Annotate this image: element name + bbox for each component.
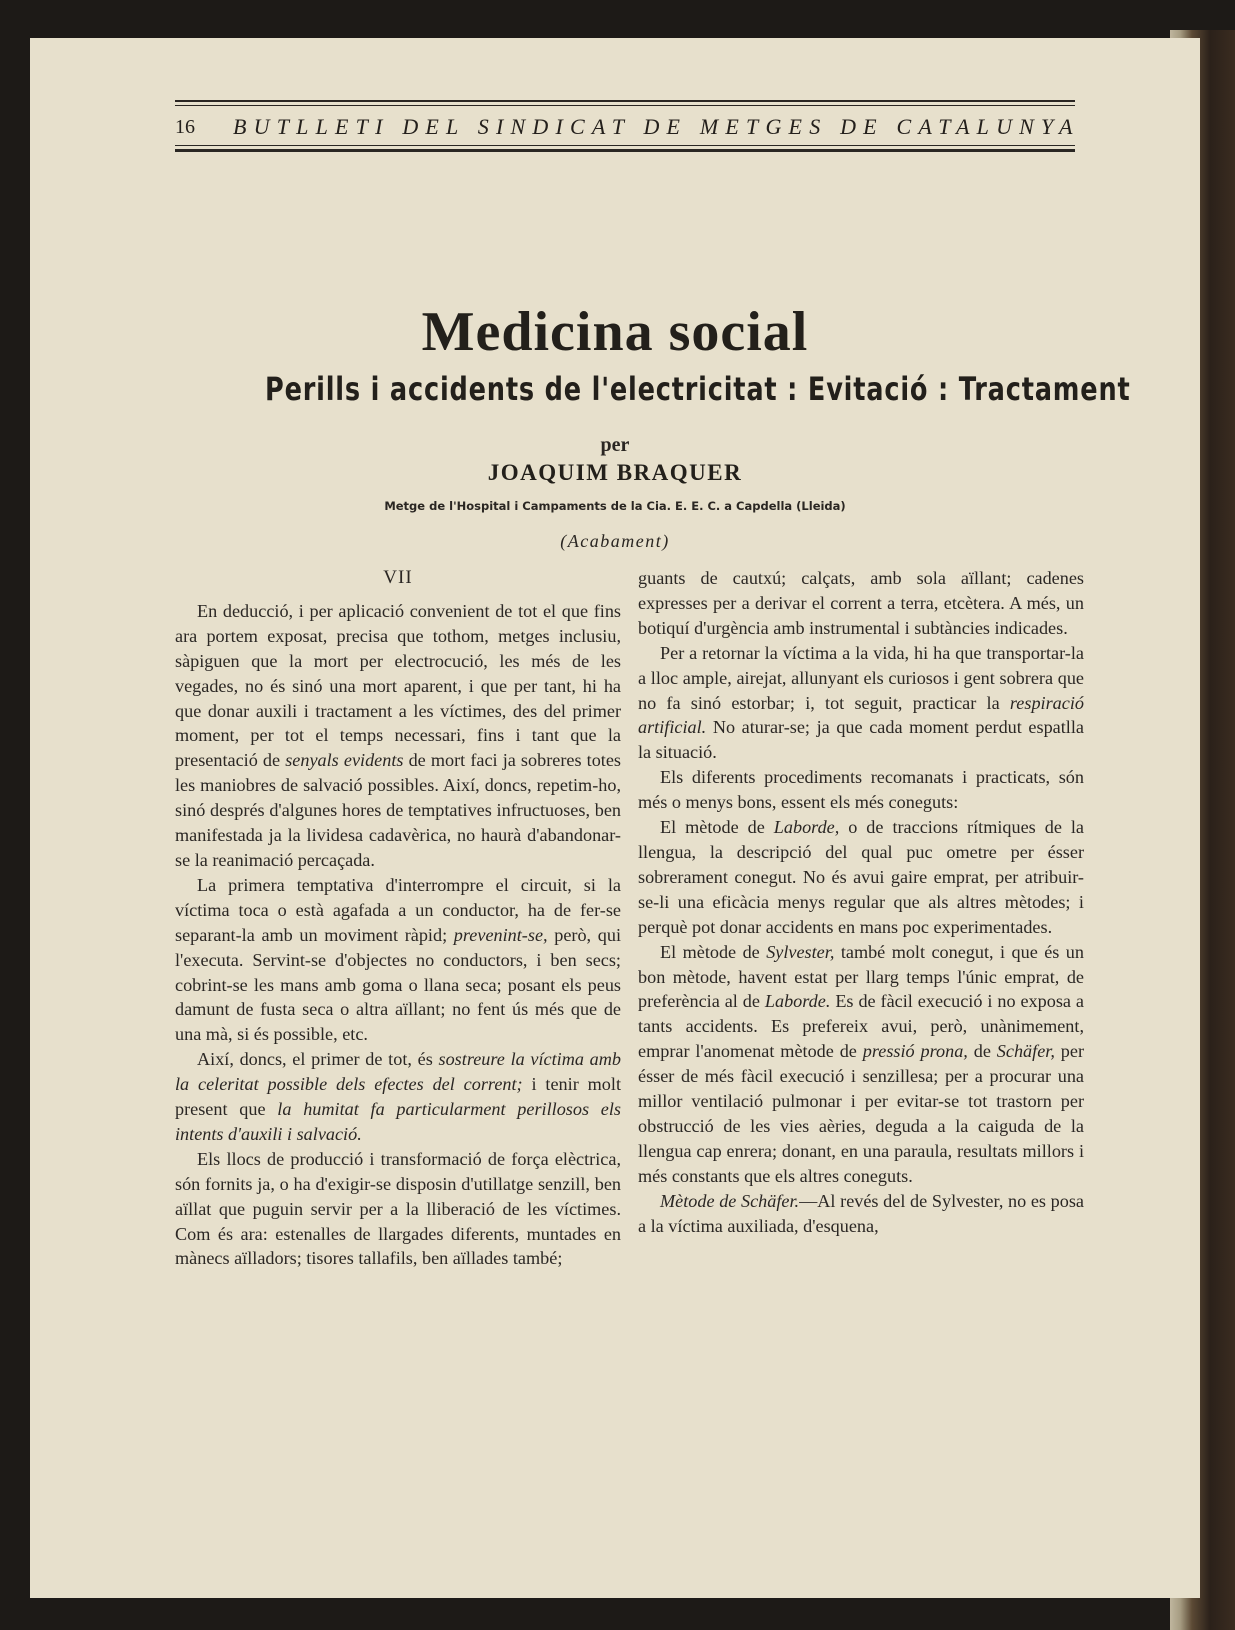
paragraph: Per a retornar la víctima a la vida, hi ha que transportar-la a lloc ample, airejat, allunyant els curiosos i gent sobrera que no fa sinó estorbar; i, tot seguit, practicar la respiració artificial. No aturar-se; ja que cada moment perdut espatlla la situació. — [638, 642, 1084, 763]
section-number: VII — [383, 567, 413, 588]
paragraph: Els diferents procediments recomanats i practicats, són més o menys bons, essent els més coneguts: — [638, 767, 1084, 813]
paragraph: La primera temptativa d'interrompre el circuit, si la víctima toca o està agafada a un conductor, ha de fer-se separant-la amb un moviment ràpid; prevenint-se, però, qui l'executa. Servint-se d'objectes no conductors, i ben secs; cobrint-se les mans amb goma o llana seca; posant els peus damunt de fusta seca o altra aïllant; no fent ús més que de una mà, si és possible, etc. — [175, 874, 622, 1045]
document-page — [30, 38, 1200, 1598]
continuation-note: (Acabament) — [560, 531, 670, 551]
author-name: JOAQUIM BRAQUER — [487, 460, 743, 485]
article-title: Perills i accidents de l'electricitat : Evitació : Tractament — [265, 370, 1131, 408]
paragraph: En deducció, i per aplicació convenient de tot el que fins ara portem exposat, precisa que tothom, metges inclusiu, sàpiguen que la mort per electrocució, les més de les vegades, no és sinó una mort aparent, i que per tant, hi ha que donar auxili i tractament a les víctimes, des del primer moment, per tot el temps necessari, fins i tant que la presentació de senyals evidents de mort faci ja sobreres totes les maniobres de salvació possibles. Així, doncs, repetim-ho, sinó després d'algunes hores de temptatives infructuoses, ben manifestada ja la lividesa cadavèrica, no haurà d'abandonar-se la reanimació percaçada. — [175, 600, 621, 870]
paragraph: El mètode de Laborde, o de traccions rítmiques de la llengua, la descripció del qual puc ometre per ésser sobrerament conegut. No és avui gaire emprat, per atribuir-se-li una eficàcia menys regular que als altres mètodes; i perquè pot donar accidents en mans poc experimentades. — [638, 817, 1084, 937]
byline-label: per — [600, 434, 630, 456]
running-header — [175, 112, 1080, 142]
text-column-right — [638, 566, 1084, 1238]
author-affiliation: Metge de l'Hospital i Campaments de la Cia. E. E. C. a Capdella (Lleida) — [384, 499, 846, 513]
text-column-left — [175, 566, 621, 1271]
section-title: Medicina social — [421, 301, 809, 363]
header-rule-top — [175, 100, 1075, 102]
header-rule-bottom — [175, 149, 1075, 152]
header-rule-top-thin — [175, 105, 1075, 106]
paragraph: Mètode de Schäfer.—Al revés del de Sylvester, no es posa a la víctima auxiliada, d'esquena, — [638, 1190, 1084, 1236]
paragraph: Els llocs de producció i transformació de força elèctrica, són fornits ja, o ha d'exigir-se disposin d'utillatge senzill, ben aïllat que puguin servir per a la lliberació de les víctimes. Com és ara: estenalles de llargades diferents, muntades en mànecs aïlladors; tisores tallafils, ben aïllades també; — [175, 1148, 621, 1269]
page-number: 16 — [175, 116, 195, 138]
paragraph: guants de cautxú; calçats, amb sola aïllant; cadenes expresses per a derivar el corrent a terra, etcètera. A més, un botiquí d'urgència amb instrumental i subtàncies indicades. — [638, 568, 1084, 638]
paragraph: Així, doncs, el primer de tot, és sostreure la víctima amb la celeritat possible dels efectes del corrent; i tenir molt present que la humitat fa particularment perillosos els intents d'auxili i salvació. — [175, 1049, 622, 1144]
paragraph: El mètode de Sylvester, també molt conegut, i que és un bon mètode, havent estat per llarg temps l'únic emprat, de preferència al de Laborde. Es de fàcil execució i no exposa a tants accidents. Es prefereix avui, però, unànimement, emprar l'anomenat mètode de pressió prona, de Schäfer, per ésser de més fàcil execució i senzillesa; per a procurar una millor ventilació pulmonar i per evitar-se tot trastorn per obstrucció de les vies aèries, deguda a la caiguda de la llengua cap enrera; donant, en una paraula, resultats millors i més constants que els altres coneguts. — [638, 941, 1084, 1186]
header-rule-bottom-thin — [175, 145, 1075, 146]
journal-title: BUTLLETI DEL SINDICAT DE METGES DE CATALUNYA — [233, 114, 1080, 139]
